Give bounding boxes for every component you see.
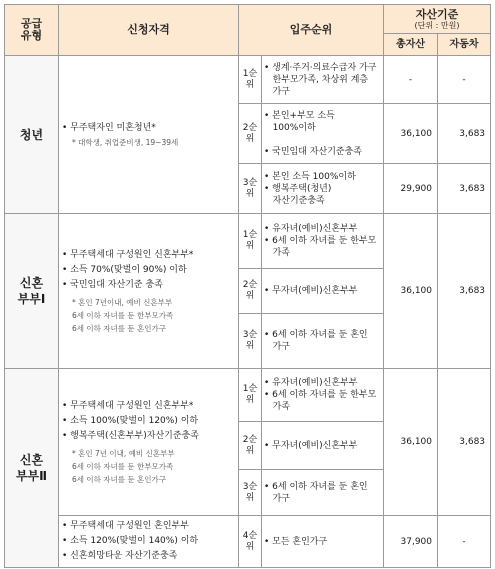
text-block <box>62 519 235 564</box>
qualification-newlywed-2-extra <box>59 516 239 568</box>
text-block <box>62 447 235 486</box>
supply-type-newlywed-2 <box>5 369 59 568</box>
cell-text <box>5 452 58 484</box>
text-block <box>62 248 235 293</box>
text-line: • 생계·주거·의료수급자 가구 <box>264 62 377 73</box>
text-line: • 무주택세대 구성원인 신혼부부* <box>62 400 194 411</box>
priority-newlywed1-1 <box>262 214 384 269</box>
text-line: • 행복주택(신혼부부)자산기준충족 <box>62 430 199 441</box>
text-block <box>264 62 381 98</box>
asset-total-youth-3: 29,900 <box>384 164 438 214</box>
text-line: • 본인 소득 100%이하 <box>264 171 356 182</box>
asset-total-newlywed-2: 36,100 <box>384 369 438 516</box>
priority-newlywed1-2 <box>262 269 384 314</box>
text-line: 6세 이하 자녀를 둔 혼인가구 <box>72 323 167 333</box>
text-line: 6세 이하 자녀를 둔 한부모가족 <box>72 310 174 320</box>
asset-total-newlywed-1: 36,100 <box>384 214 438 369</box>
text-line: • 국민임대 자산기준 충족 <box>62 279 163 290</box>
text-line: 3순 <box>242 481 258 492</box>
text-line: • 6세 이하 자녀를 둔 한부모 <box>264 390 377 400</box>
text-line: 위 <box>245 445 255 456</box>
text-line: 2순 <box>242 280 258 290</box>
text-line: • 소득 70%(맞벌이 90%) 이하 <box>62 264 187 275</box>
rank-newlywed1-1 <box>239 214 262 269</box>
text-line: 1순 <box>242 68 258 79</box>
text-line: 3순 <box>242 330 258 340</box>
text-line: 청년 <box>19 127 44 142</box>
cell-text <box>5 18 58 42</box>
text-line: • 무주택세대 구성원인 혼인부부 <box>62 521 189 531</box>
text-block <box>264 481 381 505</box>
priority-newlywed2-1 <box>262 369 384 422</box>
text-line: 6세 이하 자녀를 둔 혼인가구 <box>72 474 167 484</box>
rank-newlywed2-3 <box>239 470 262 516</box>
text-line: 6세 이하 자녀를 둔 한부모가족 <box>72 461 174 471</box>
rank-newlywed2-1 <box>239 369 262 422</box>
text-block <box>264 285 381 297</box>
text-line: • 6세 이하 자녀를 둔 한부모 <box>264 236 377 246</box>
text-line: 자산기준충족 <box>264 195 325 206</box>
text-line: 부부Ⅰ <box>17 292 46 306</box>
text-line: 1순 <box>242 230 258 240</box>
cell-text <box>239 69 261 91</box>
text-line: 1순 <box>242 384 258 394</box>
cell-text <box>239 435 261 457</box>
text-line: 위 <box>245 492 255 503</box>
qualification-youth <box>59 56 239 214</box>
cell-text <box>5 127 58 143</box>
priority-newlywed2-3 <box>262 470 384 516</box>
text-line: • 행복주택(청년) <box>264 183 332 194</box>
cell-text <box>239 330 261 352</box>
cell-text <box>239 531 261 553</box>
text-line: • 무주택세대 구성원인 신혼부부* <box>62 249 194 260</box>
text-line: • 모든 혼인가구 <box>264 536 328 547</box>
header-car: 자동차 <box>438 34 491 56</box>
text-line: • 유자녀(예비)신혼부부 <box>264 224 358 234</box>
rank-newlywed1-2 <box>239 269 262 314</box>
text-line: 유형 <box>20 29 43 42</box>
header-supply-type <box>5 5 59 56</box>
priority-youth-1 <box>262 56 384 104</box>
text-block <box>264 440 381 452</box>
qualification-newlywed-2 <box>59 369 239 516</box>
text-block <box>62 136 235 149</box>
header-asset <box>384 5 491 34</box>
text-line: 2순 <box>242 434 258 445</box>
header-asset-title: 자산기준 <box>415 7 459 21</box>
text-line: 가족 <box>264 402 290 412</box>
text-block <box>62 121 235 136</box>
text-block <box>264 223 381 259</box>
text-block <box>264 171 381 207</box>
text-line: 가구 <box>264 86 290 97</box>
text-block <box>62 296 235 335</box>
supply-type-newlywed-1 <box>5 214 59 369</box>
text-block <box>264 536 381 548</box>
text-line: 가족 <box>264 248 290 258</box>
text-line: 100%이하 <box>264 122 316 133</box>
text-line: • 유자녀(예비)신혼부부 <box>264 378 358 388</box>
text-block <box>264 377 381 413</box>
text-line: • 신혼희망타운 자산기준충족 <box>62 551 178 561</box>
asset-car-youth-1: - <box>438 56 491 104</box>
priority-newlywed2-2 <box>262 422 384 470</box>
text-line: 위 <box>245 188 255 199</box>
text-line: 가구 <box>264 493 290 504</box>
asset-car-newlywed-2-extra: - <box>438 516 491 568</box>
text-block <box>264 110 381 158</box>
text-line: 위 <box>245 341 255 351</box>
text-line: • 소득 100%(맞벌이 120%) 이하 <box>62 415 199 426</box>
priority-newlywed1-3 <box>262 314 384 369</box>
qualification-newlywed-1 <box>59 214 239 369</box>
asset-total-youth-1: - <box>384 56 438 104</box>
header-priority: 입주순위 <box>239 5 384 56</box>
text-line: • 무자녀(예비)신혼부부 <box>264 440 358 451</box>
asset-car-newlywed-1: 3,683 <box>438 214 491 369</box>
rank-newlywed2-4 <box>239 516 262 568</box>
text-line: • 6세 이하 자녀를 둔 혼인 <box>264 481 368 492</box>
text-block <box>62 399 235 444</box>
text-line: * 혼인 7년 이내, 예비 신혼부부 <box>72 448 175 458</box>
text-line: • 6세 이하 자녀를 둔 혼인 <box>264 330 368 340</box>
priority-youth-2 <box>262 104 384 164</box>
text-line: 위 <box>245 541 255 552</box>
text-line <box>264 134 381 146</box>
cell-text <box>239 123 261 145</box>
supply-type-youth <box>5 56 59 214</box>
text-line: 가구 <box>264 342 290 352</box>
cell-text <box>239 280 261 302</box>
asset-car-newlywed-2: 3,683 <box>438 369 491 516</box>
text-line: 한부모가족, 차상위 계층 <box>264 74 369 85</box>
text-block <box>264 329 381 353</box>
text-line: 위 <box>245 79 255 90</box>
text-line: 4순 <box>242 530 258 541</box>
text-line: 위 <box>245 133 255 144</box>
header-qualification: 신청자격 <box>59 5 239 56</box>
cell-text <box>239 482 261 504</box>
rank-newlywed1-3 <box>239 314 262 369</box>
rank-youth-3 <box>239 164 262 214</box>
priority-newlywed2-4 <box>262 516 384 568</box>
priority-youth-3 <box>262 164 384 214</box>
housing-eligibility-table-wrapper <box>4 4 491 568</box>
cell-text <box>239 178 261 200</box>
asset-car-youth-3: 3,683 <box>438 164 491 214</box>
text-line: • 무자녀(예비)신혼부부 <box>264 286 358 296</box>
text-line: • 소득 120%(맞벌이 140%) 이하 <box>62 536 199 546</box>
text-line: 신혼 <box>19 453 44 467</box>
text-line: • 무주택자인 미혼청년* <box>62 122 156 133</box>
text-line: 3순 <box>242 177 258 188</box>
cell-text <box>239 384 261 406</box>
cell-text <box>5 275 58 307</box>
text-line: 부부Ⅱ <box>15 469 48 483</box>
housing-eligibility-table <box>4 4 491 568</box>
text-line: 2순 <box>242 122 258 133</box>
text-line: 위 <box>245 395 255 405</box>
asset-total-youth-2: 36,100 <box>384 104 438 164</box>
rank-newlywed2-2 <box>239 422 262 470</box>
rank-youth-2 <box>239 104 262 164</box>
text-line: • 본인+부모 소득 <box>264 110 335 121</box>
text-line: 신혼 <box>19 276 44 290</box>
text-line: 위 <box>245 241 255 251</box>
text-line: • 국민임대 자산기준충족 <box>264 146 362 157</box>
asset-car-youth-2: 3,683 <box>438 104 491 164</box>
header-asset-unit: (단위 : 만원) <box>414 20 460 30</box>
cell-text <box>239 230 261 252</box>
asset-total-newlywed-2-extra: 37,900 <box>384 516 438 568</box>
text-line: * 대학생, 취업준비생, 19~39세 <box>72 137 179 147</box>
text-line: * 혼인 7년이내, 예비 신혼부부 <box>72 297 173 307</box>
text-line: 위 <box>245 291 255 301</box>
header-total-asset: 총자산 <box>384 34 438 56</box>
rank-youth-1 <box>239 56 262 104</box>
text-line: 공급 <box>20 17 43 30</box>
